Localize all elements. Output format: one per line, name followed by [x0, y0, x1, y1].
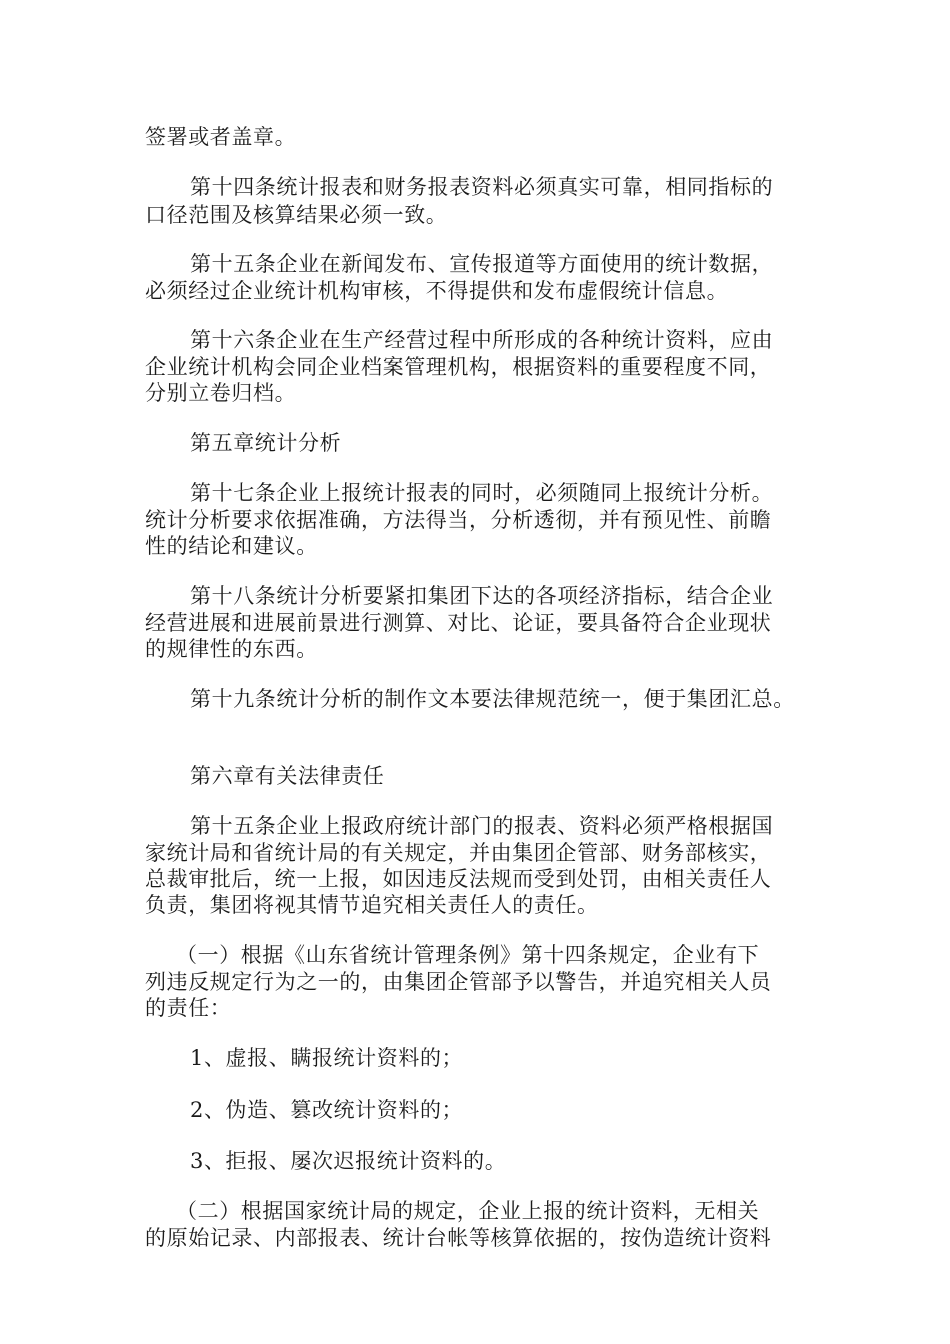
- paragraph-line: 签署或者盖章。: [145, 125, 297, 149]
- paragraph-line: 第十五条企业在新闻发布、宣传报道等方面使用的统计数据，: [190, 252, 774, 276]
- paragraph-line: （一）根据《山东省统计管理条例》第十四条规定，企业有下: [176, 943, 760, 967]
- list-item: 1、虚报、瞒报统计资料的；: [190, 1046, 464, 1070]
- chapter-heading: 第六章有关法律责任: [190, 764, 385, 788]
- paragraph-line: 总裁审批后，统一上报，如因违反法规而受到处罚，由相关责任人: [145, 867, 772, 891]
- chapter-heading: 第五章统计分析: [190, 431, 342, 455]
- paragraph-line: 第十四条统计报表和财务报表资料必须真实可靠，相同指标的: [190, 175, 774, 199]
- paragraph-line: 第十六条企业在生产经营过程中所形成的各种统计资料，应由: [190, 328, 774, 352]
- paragraph-line: 第十八条统计分析要紧扣集团下达的各项经济指标，结合企业: [190, 584, 774, 608]
- paragraph-line: 负责，集团将视其情节追究相关责任人的责任。: [145, 893, 599, 917]
- paragraph-line: 统计分析要求依据准确，方法得当，分析透彻，并有预见性、前瞻: [145, 508, 772, 532]
- paragraph-line: 经营进展和进展前景进行测算、对比、论证，要具备符合企业现状: [145, 611, 772, 635]
- paragraph-line: 的责任：: [145, 996, 232, 1020]
- paragraph-line: 分别立卷归档。: [145, 381, 297, 405]
- paragraph-line: 的规律性的东西。: [145, 637, 318, 661]
- paragraph-line: 第十七条企业上报统计报表的同时，必须随同上报统计分析。: [190, 481, 774, 505]
- paragraph-line: 的原始记录、内部报表、统计台帐等核算依据的，按伪造统计资料: [145, 1226, 772, 1250]
- paragraph-line: 口径范围及核算结果必须一致。: [145, 203, 448, 227]
- paragraph-line: （二）根据国家统计局的规定，企业上报的统计资料，无相关: [176, 1199, 760, 1223]
- list-item: 2、伪造、篡改统计资料的；: [190, 1098, 464, 1122]
- paragraph-line: 必须经过企业统计机构审核，不得提供和发布虚假统计信息。: [145, 279, 729, 303]
- list-item: 3、拒报、屡次迟报统计资料的。: [190, 1149, 507, 1173]
- paragraph-line: 家统计局和省统计局的有关规定，并由集团企管部、财务部核实，: [145, 841, 772, 865]
- paragraph-line: 列违反规定行为之一的，由集团企管部予以警告，并追究相关人员: [145, 970, 772, 994]
- paragraph-line: 性的结论和建议。: [145, 534, 318, 558]
- paragraph-line: 第十五条企业上报政府统计部门的报表、资料必须严格根据国: [190, 814, 774, 838]
- paragraph-line: 企业统计机构会同企业档案管理机构，根据资料的重要程度不同，: [145, 355, 772, 379]
- paragraph-line: 第十九条统计分析的制作文本要法律规范统一，便于集团汇总。: [190, 687, 795, 711]
